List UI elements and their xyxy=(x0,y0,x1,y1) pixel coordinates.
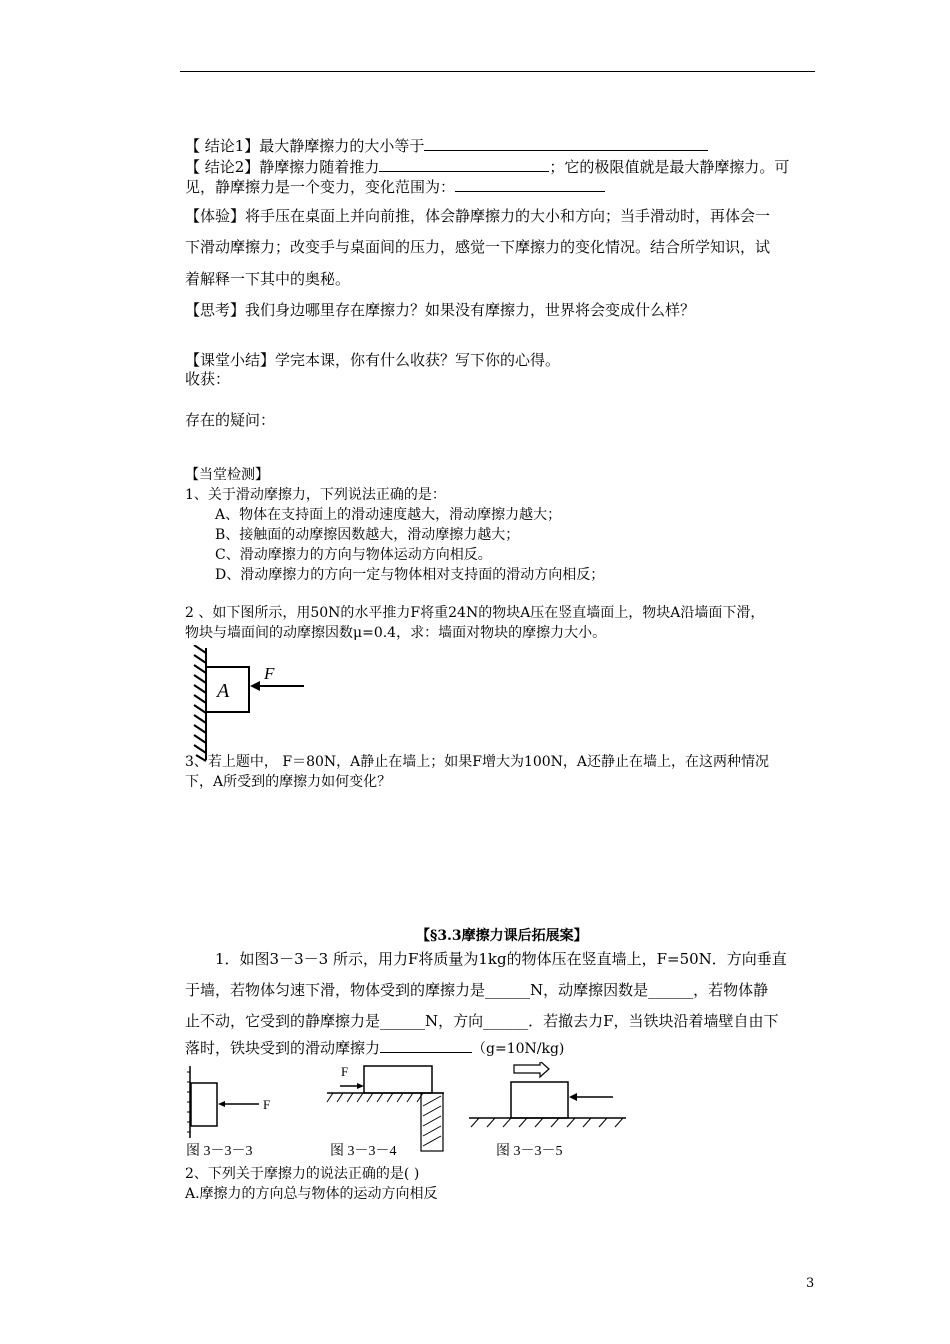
force-label: F xyxy=(264,664,275,683)
ext-question-2-option-a: A.摩擦力的方向总与物体的运动方向相反 xyxy=(185,1186,438,1202)
question-1: 1、关于滑动摩擦力，下列说法正确的是： xyxy=(185,487,446,503)
ext-p1-line-2: 于墙，若物体匀速下滑，物体受到的摩擦力是______N，动摩擦因数是______，若物体静 xyxy=(185,981,769,999)
block-label: A xyxy=(217,680,230,702)
experience-line-2: 下滑动摩擦力；改变手与桌面间的压力，感觉一下摩擦力的变化情况。结合所学知识，试 xyxy=(185,238,771,256)
figure-3-3-3 xyxy=(186,1066,270,1159)
blank-line xyxy=(455,177,605,192)
figure-caption: 图 3－3－5 xyxy=(496,1144,563,1159)
arrow-head-icon xyxy=(218,1101,225,1107)
figure-3-3-5 xyxy=(469,1062,626,1159)
force-label: F xyxy=(263,1097,271,1112)
figure-3-3-4 xyxy=(327,1064,444,1159)
ext-p1-line-3: 止不动，它受到的静摩擦力是______N，方向______．若撤去力F，当铁块沿着墙壁自由下 xyxy=(185,1012,779,1030)
option-b: B、接触面的动摩擦因数越大，滑动摩擦力越大； xyxy=(215,527,520,543)
figure-caption: 图 3－3－4 xyxy=(330,1144,397,1159)
ext-p1-line-1: 1．如图3－3－3 所示，用力F将质量为1kg的物体压在竖直墙上，F=50N．方向垂直 xyxy=(215,950,787,968)
page-number: 3 xyxy=(806,1276,815,1291)
test-heading: 【当堂检测】 xyxy=(185,467,269,483)
question-3-line-1: 3、若上题中， F＝80N，A静止在墙上；如果F增大为100N，A还静止在墙上，在这两种情况 xyxy=(185,754,770,770)
blank-line xyxy=(424,136,708,151)
motion-arrow-icon xyxy=(514,1062,549,1077)
conclusion-1: 【 结论1】最大静摩擦力的大小等于 xyxy=(185,136,708,156)
force-label: F xyxy=(341,1064,349,1079)
arrow-head-icon xyxy=(569,1093,577,1101)
doubt-label: 存在的疑问： xyxy=(185,411,276,429)
option-a: A、物体在支持面上的滑动速度越大，滑动摩擦力越大； xyxy=(215,507,562,523)
arrow-head-icon xyxy=(357,1083,364,1089)
question-2-line-2: 物块与墙面间的动摩擦因数μ=0.4，求：墙面对物块的摩擦力大小。 xyxy=(185,625,607,641)
option-d: D、滑动摩擦力的方向一定与物体相对支持面的滑动方向相反； xyxy=(215,567,605,583)
blank-line xyxy=(380,1038,472,1053)
conclusion-2: 【 结论2】静摩擦力随着推力 ；它的极限值就是最大静摩擦力。可 xyxy=(185,158,790,176)
figure-caption: 图 3－3－3 xyxy=(186,1144,253,1159)
extension-title: 【§3.3摩擦力课后拓展案】 xyxy=(416,928,588,944)
header-rule xyxy=(180,71,815,72)
extension-figures xyxy=(183,1062,631,1164)
gain-label: 收获： xyxy=(185,370,231,388)
experience-line-1: 【体验】将手压在桌面上并向前推，体会静摩擦力的大小和方向；当手滑动时，再体会一 xyxy=(185,207,771,225)
ext-question-2: 2、下列关于摩擦力的说法正确的是( ) xyxy=(185,1166,420,1182)
experience-line-3: 着解释一下其中的奥秘。 xyxy=(185,270,351,288)
think-prompt: 【思考】我们身边哪里存在摩擦力？如果没有摩擦力，世界将会变成什么样？ xyxy=(185,301,696,319)
wall-hatching xyxy=(194,645,206,761)
summary-prompt: 【课堂小结】学完本课，你有什么收获？写下你的心得。 xyxy=(185,351,561,369)
ext-p1-line-4: 落时，铁块受到的滑动摩擦力 （g=10N/kg) xyxy=(185,1039,565,1057)
conclusion-2-cont: 见，静摩擦力是一个变力，变化范围为： xyxy=(185,177,605,197)
blank-line xyxy=(379,157,549,172)
question-3-line-2: 下，A所受到的摩擦力如何变化？ xyxy=(185,774,392,790)
wall-block-figure xyxy=(185,645,315,763)
option-c: C、滑动摩擦力的方向与物体运动方向相反。 xyxy=(215,547,492,563)
arrow-head-icon xyxy=(250,681,260,691)
question-2-line-1: 2 、如下图所示，用50N的水平推力F将重24N的物块A压在竖直墙面上，物块A沿墙面下滑， xyxy=(185,605,765,621)
